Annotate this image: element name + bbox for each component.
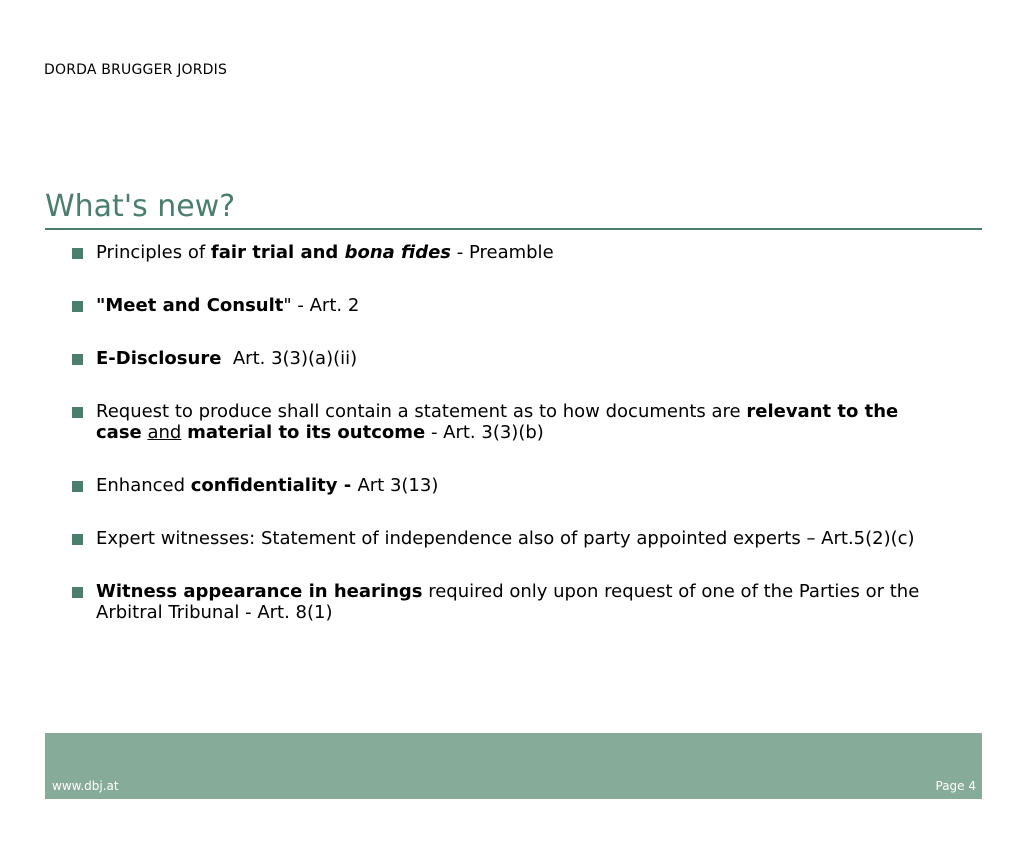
footer-url[interactable]: www.dbj.at (52, 779, 119, 793)
bullet-item-confidentiality: Enhanced confidentiality - Art 3(13) (72, 475, 932, 496)
footer-bar (45, 733, 982, 799)
bullet-item-meet-and-consult: "Meet and Consult" - Art. 2 (72, 295, 932, 316)
bullet-item-e-disclosure: E-Disclosure Art. 3(3)(a)(ii) (72, 348, 932, 369)
square-bullet-icon (72, 248, 83, 259)
bullet-item-expert-witnesses: Expert witnesses: Statement of independence also of party appointed experts – Art.5(2)(c) (72, 528, 932, 549)
square-bullet-icon (72, 587, 83, 598)
square-bullet-icon (72, 354, 83, 365)
bullet-item-witness-appearance: Witness appearance in hearings required only upon request of one of the Parties or the Arbitral Tribunal - Art. 8(1) (72, 581, 932, 623)
bullet-list (72, 242, 932, 655)
firm-name: DORDA BRUGGER JORDIS (44, 62, 228, 78)
square-bullet-icon (72, 481, 83, 492)
bullet-item-request-to-produce: Request to produce shall contain a statement as to how documents are relevant to the case and material to its outcome - Art. 3(3)(b) (72, 401, 932, 443)
slide-title: What's new? (45, 189, 236, 224)
square-bullet-icon (72, 407, 83, 418)
title-divider (45, 228, 982, 230)
bullet-item-fair-trial: Principles of fair trial and bona fides - Preamble (72, 242, 932, 263)
square-bullet-icon (72, 301, 83, 312)
square-bullet-icon (72, 534, 83, 545)
page-number: Page 4 (935, 779, 976, 793)
